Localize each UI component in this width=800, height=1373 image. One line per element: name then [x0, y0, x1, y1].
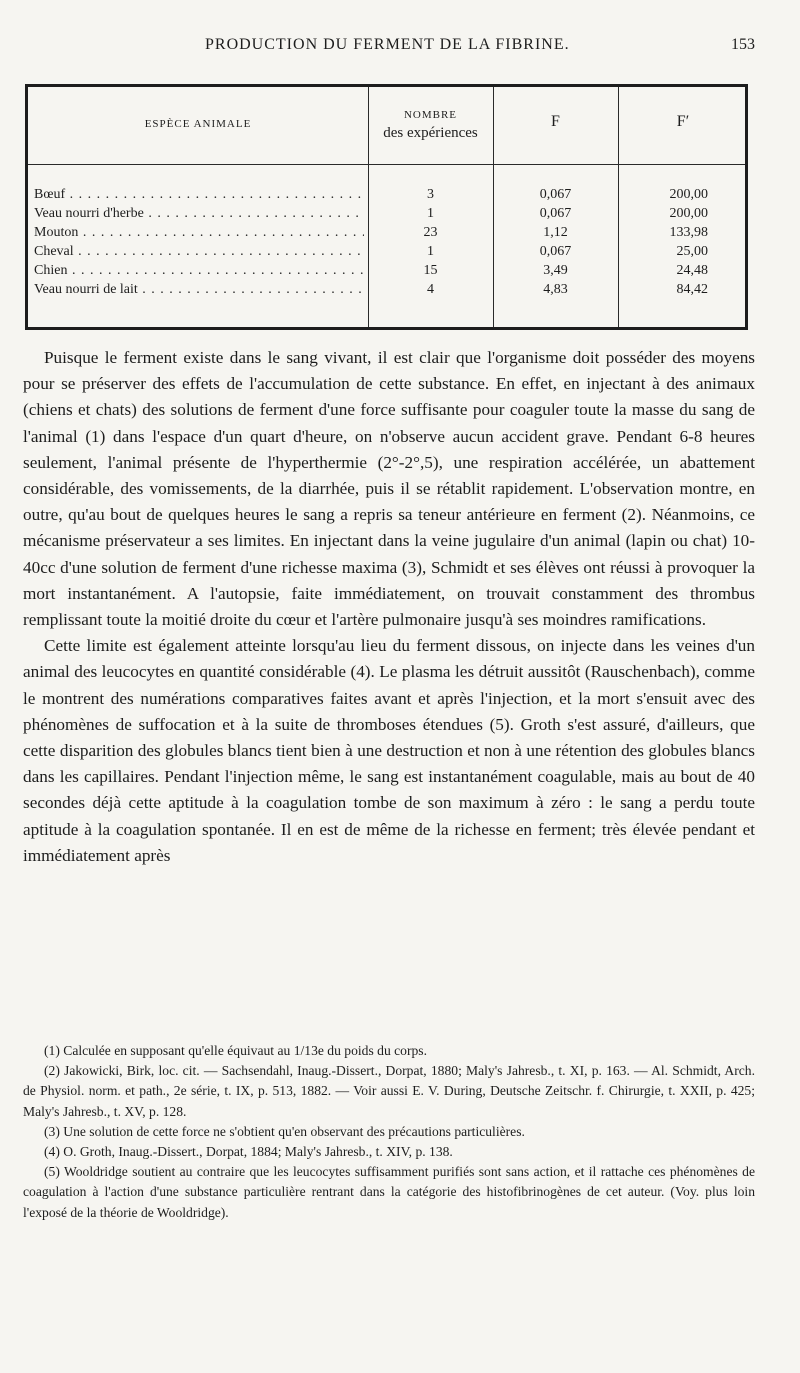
species-cell: Mouton . . .: [34, 225, 364, 241]
table-row: [28, 206, 745, 225]
f-cell: 0,067: [539, 187, 572, 202]
species-cell: Bœuf . . .: [34, 187, 364, 203]
count-cell: 3: [427, 187, 434, 202]
species-cell: Chien . . .: [34, 263, 364, 279]
f-prime-cell: 84,42: [676, 282, 708, 297]
f-prime-cell: 200,00: [669, 206, 708, 221]
header-species: ESPÈCE ANIMALE: [144, 118, 252, 130]
footnote: (1) Calculée en supposant qu'elle équivaut au 1/13e du poids du corps.: [44, 1043, 427, 1058]
f-prime-cell: 25,00: [676, 244, 708, 259]
species-cell: Veau nourri de lait . . .: [34, 282, 364, 298]
table-row: [28, 282, 745, 301]
f-prime-cell: 200,00: [669, 187, 708, 202]
paragraph: Cette limite est également atteinte lorsqu'au lieu du ferment dissous, on injecte dans les veines d'un animal des leucocytes en quantité considérable (4). Le plasma les détruit aussitôt (Rauschenbach), comme le montrent des numérations comparatives faites avant et après l'injection, et la mort s'ensuit avec des phénomènes de suffocation et à la suite de thromboses étendues (5). Groth s'est assuré, d'ailleurs, que cette disparition des globules blancs tient bien à une destruction et non à une rétention des globules blancs dans les capillaires. Pendant l'injection même, le sang est instantanément coagulable, mais au bout de 40 secondes déjà cette aptitude à la coagulation tombe de son maximum à zéro : le sang a perdu toute aptitude à la coagulation spontanée. Il en est de même de la richesse en ferment; très élevée pendant et immédiatement après: [23, 636, 755, 865]
footnotes: [23, 1041, 755, 1223]
f-cell: 4,83: [543, 282, 568, 297]
f-prime-cell: 24,48: [676, 263, 708, 278]
f-cell: 0,067: [539, 206, 572, 221]
f-cell: 1,12: [543, 225, 568, 240]
f-cell: 3,49: [543, 263, 568, 278]
footnote: (4) O. Groth, Inaug.-Dissert., Dorpat, 1884; Maly's Jahresb., t. XIV, p. 138.: [44, 1144, 453, 1160]
f-prime-cell: 133,98: [669, 225, 708, 240]
footnote: (3) Une solution de cette force ne s'obtient qu'en observant des précautions particulières.: [44, 1123, 525, 1139]
species-cell: Cheval . . .: [34, 244, 364, 260]
running-header: [0, 36, 800, 60]
table-row: [28, 187, 745, 206]
count-cell: 4: [427, 282, 434, 297]
header-count-line1: NOMBRE: [403, 109, 458, 121]
species-cell: Veau nourri d'herbe . . .: [34, 206, 364, 222]
running-title: PRODUCTION DU FERMENT DE LA FIBRINE.: [205, 36, 570, 53]
header-f-prime: F′: [676, 113, 690, 130]
header-divider: [28, 164, 745, 165]
table-row: [28, 263, 745, 282]
header-count-line2: des expériences: [383, 125, 478, 141]
count-cell: 23: [423, 225, 438, 240]
count-cell: 1: [427, 244, 434, 259]
table-row: [28, 225, 745, 244]
ferment-table: [25, 84, 748, 330]
table-row: [28, 244, 745, 263]
count-cell: 15: [423, 263, 438, 278]
footnote: (2) Jakowicki, Birk, loc. cit. — Sachsendahl, Inaug.-Dissert., Dorpat, 1880; Maly's Jahresb., t. XI, p. 163. — Al. Schmidt, Arch. de Physiol. norm. et path., 2e série, t. IX, p. 513, 1882. — Voir aussi E. V. During, Deutsche Zeitschr. f. Chirurgie, t. XXII, p. 425; Maly's Jahresb., t. XV, p. 128.: [23, 1063, 755, 1119]
header-f: F: [551, 113, 560, 130]
page-number: 153: [731, 36, 755, 53]
count-cell: 1: [427, 206, 434, 221]
footnote: (5) Wooldridge soutient au contraire que les leucocytes suffisamment purifiés sont sans action, et il rattache ces phénomènes de coagulation à l'action d'une substance particulière rentrant dans la catégorie des histofibrinogènes de cet auteur. (Voy. plus loin l'exposé de la théorie de Wooldridge).: [23, 1164, 755, 1220]
paragraph: Puisque le ferment existe dans le sang vivant, il est clair que l'organisme doit posséder des moyens pour se préserver des effets de l'accumulation de cette substance. En effet, en injectant à des animaux (chiens et chats) des solutions de ferment d'une force suffisante pour coaguler toute la masse du sang de l'animal (1) dans l'espace d'un quart d'heure, on n'observe aucun accident grave. Pendant 6-8 heures seulement, l'animal présente de l'hyperthermie (2°-2°,5), une respiration accélérée, un abattement considérable, des vomissements, de la diarrhée, puis il se rétablit rapidement. L'observation montre, en outre, qu'au bout de quelques heures le sang a repris sa teneur antérieure en ferment (2). Néanmoins, ce mécanisme préservateur a ses limites. En injectant dans la veine jugulaire d'un animal (lapin ou chat) 10-40cc d'une solution de ferment d'une richesse maxima (3), Schmidt et ses élèves ont réussi à provoquer la mort instantanément. A l'autopsie, faite immédiatement, on trouvait constamment des thrombus remplissant toute la moitié droite du cœur et l'artère pulmonaire jusqu'à ses moindres ramifications.: [23, 348, 755, 630]
body-text: [23, 345, 755, 869]
f-cell: 0,067: [539, 244, 572, 259]
